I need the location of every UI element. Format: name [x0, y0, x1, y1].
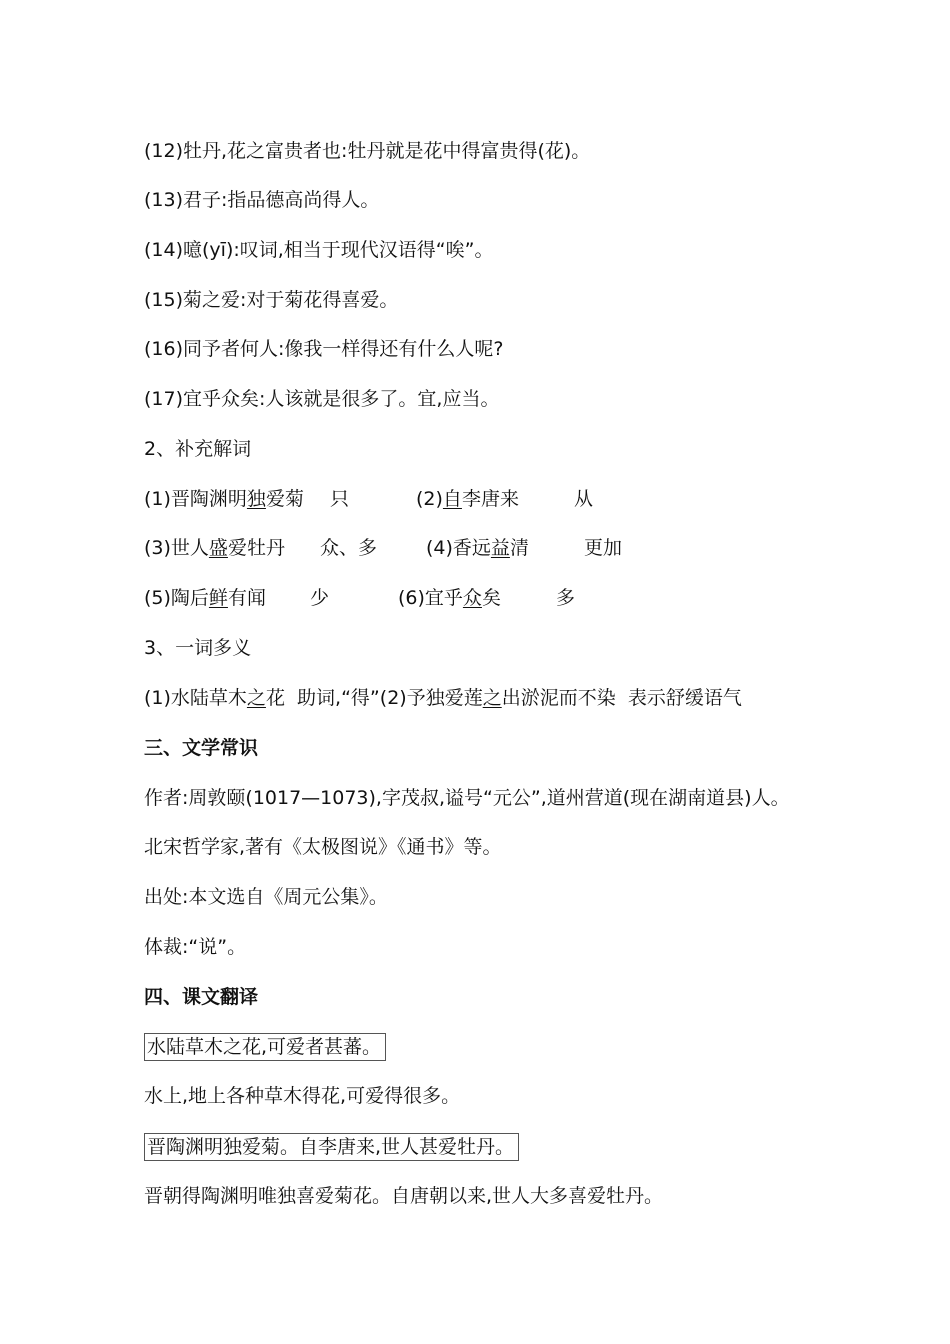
vocab-item-14: (14)噫(yī):叹词,相当于现代汉语得“唉”。 [144, 239, 494, 261]
translation-text: 晋朝得陶渊明唯独喜爱菊花。自唐朝以来,世人大多喜爱牡丹。 [144, 1185, 664, 1207]
translation-heading: 四、课文翻译 [144, 986, 259, 1008]
vocab-item-16: (16)同予者何人:像我一样得还有什么人呢? [144, 338, 504, 360]
supplement-phrase: (4)香远益清 [426, 537, 529, 559]
literature-author: 作者:周敦颐(1017—1073),字茂叔,谥号“元公”,道州营道(现在湖南道县)人。 [144, 787, 790, 809]
polysemy-heading: 3、一词多义 [144, 637, 252, 659]
supplement-row [144, 536, 864, 560]
supplement-answer: 多 [556, 587, 576, 609]
supplement-phrase: (5)陶后鲜有闻 [144, 587, 266, 609]
supplement-answer: 更加 [584, 537, 623, 559]
translation-text: 水上,地上各种草木得花,可爱得很多。 [144, 1085, 461, 1107]
vocab-item-13: (13)君子:指品德高尚得人。 [144, 189, 380, 211]
literature-genre: 体裁:“说”。 [144, 936, 247, 958]
translation-original-box: 水陆草木之花,可爱者甚蕃。 [144, 1033, 386, 1061]
literature-source: 出处:本文选自《周元公集》。 [144, 886, 388, 908]
supplement-answer: 只 [330, 488, 350, 510]
supplement-answer: 少 [310, 587, 330, 609]
literature-heading: 三、文学常识 [144, 737, 259, 759]
supplement-row [144, 487, 864, 511]
supplement-phrase: (6)宜乎众矣 [398, 587, 501, 609]
vocab-item-15: (15)菊之爱:对于菊花得喜爱。 [144, 289, 399, 311]
literature-works: 北宋哲学家,著有《太极图说》《通书》等。 [144, 836, 502, 858]
supplement-phrase: (2)自李唐来 [416, 488, 519, 510]
supplement-phrase: (1)晋陶渊明独爱菊 [144, 488, 304, 510]
supplement-row [144, 586, 864, 610]
polysemy-line: (1)水陆草木之花 助词,“得”(2)予独爱莲之出淤泥而不染 表示舒缓语气 [144, 687, 742, 709]
supplement-answer: 从 [574, 488, 594, 510]
vocab-item-12: (12)牡丹,花之富贵者也:牡丹就是花中得富贵得(花)。 [144, 140, 591, 162]
supplement-answer: 众、多 [320, 537, 378, 559]
supplement-phrase: (3)世人盛爱牡丹 [144, 537, 285, 559]
translation-original-box: 晋陶渊明独爱菊。自李唐来,世人甚爱牡丹。 [144, 1133, 519, 1161]
supplement-heading: 2、补充解词 [144, 438, 252, 460]
vocab-item-17: (17)宜乎众矣:人该就是很多了。宜,应当。 [144, 388, 500, 410]
